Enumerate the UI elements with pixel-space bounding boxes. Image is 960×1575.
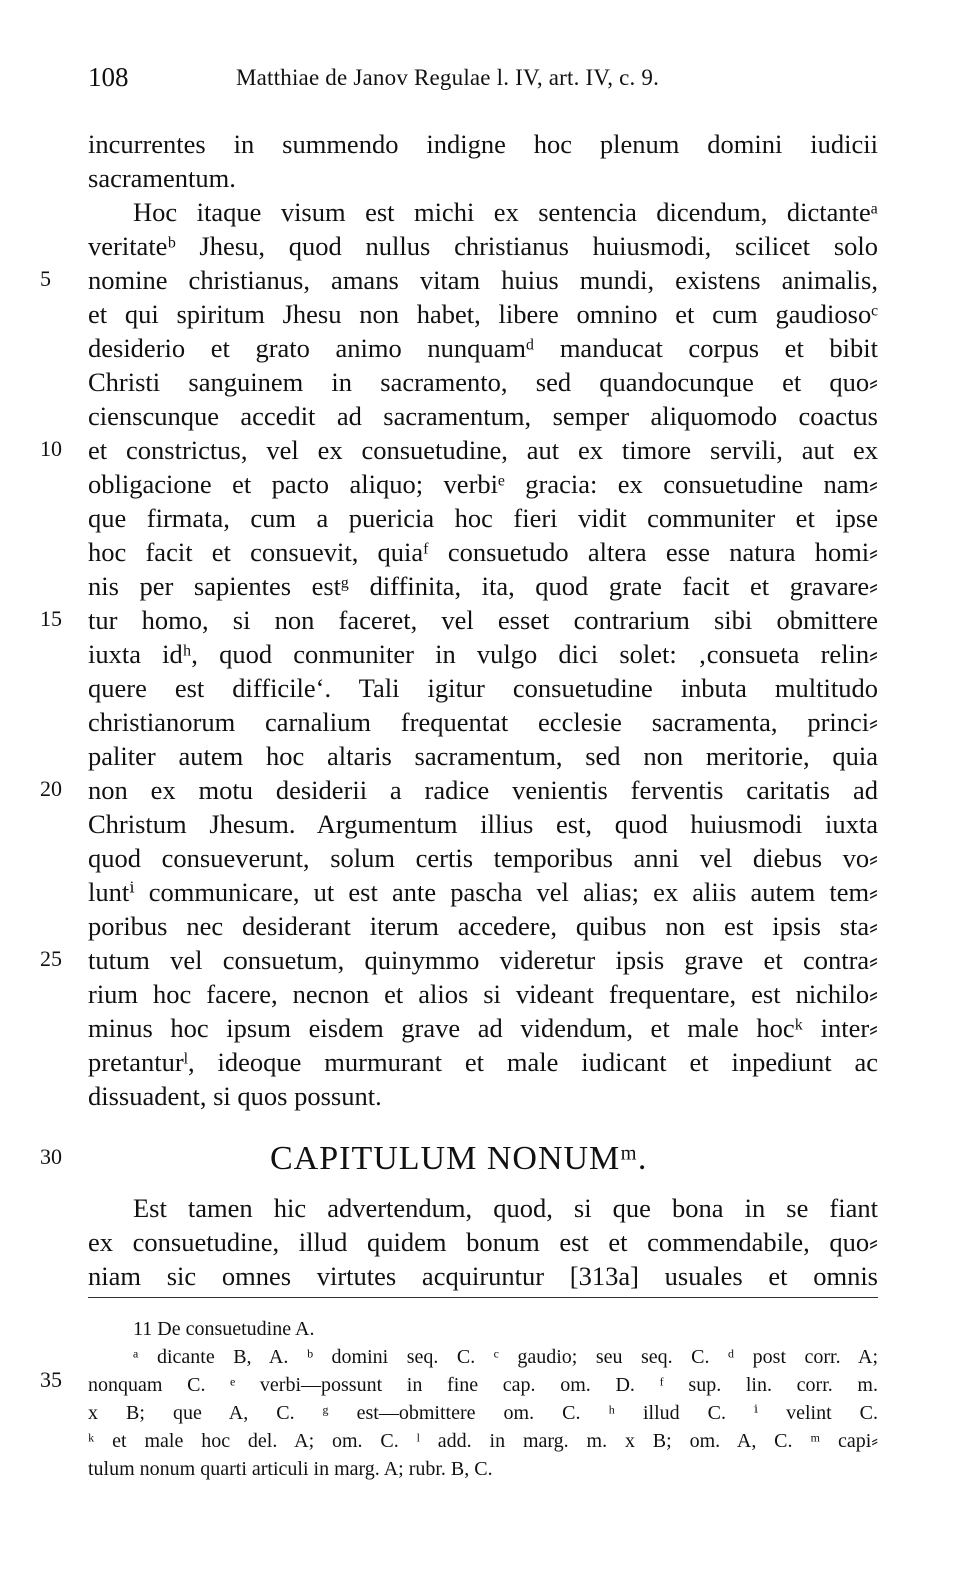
text-line: tur homo, si non faceret, vel esset contrarium sibi obmittere <box>88 605 878 635</box>
text-line: paliter autem hoc altaris sacramentum, sed non meritorie, quia <box>88 741 878 771</box>
text-line: et qui spiritum Jhesu non habet, libere omnino et cum gaudiosoᶜ <box>88 299 878 329</box>
running-title: Matthiae de Janov Regulae l. IV, art. IV, c. 9. <box>236 65 660 90</box>
page-number: 108 <box>88 62 129 92</box>
text-line: et constrictus, vel ex consuetudine, aut ex timore servili, aut ex <box>88 435 878 465</box>
text-line: veritateᵇ Jhesu, quod nullus christianus huiusmodi, scilicet solo <box>88 231 878 261</box>
text-line: obligacione et pacto aliquo; verbiᵉ gracia: ex consuetudine nam⸗ <box>88 469 878 499</box>
text-line: cienscunque accedit ad sacramentum, semper aliquomodo coactus <box>88 401 878 431</box>
text-line: pretanturˡ, ideoque murmurant et male iudicant et inpediunt ac <box>88 1047 878 1077</box>
text-line: quod consueverunt, solum certis temporibus anni vel diebus vo⸗ <box>88 843 878 873</box>
text-line: Hoc itaque visum est michi ex sentencia dicendum, dictanteᵃ <box>133 197 878 227</box>
text-line: ex consuetudine, illud quidem bonum est et commendabile, quo⸗ <box>88 1227 878 1257</box>
text-line: hoc facit et consuevit, quiaᶠ consuetudo altera esse natura homi⸗ <box>88 537 878 567</box>
text-line: minus hoc ipsum eisdem grave ad videndum, et male hocᵏ inter⸗ <box>88 1013 878 1043</box>
line-number: 5 <box>40 266 51 291</box>
text-line: rium hoc facere, necnon et alios si videant frequentare, est nichilo⸗ <box>88 979 878 1009</box>
line-number: 35 <box>40 1367 62 1392</box>
footnote-line: 11 De consuetudine A. <box>133 1318 315 1340</box>
text-line: dissuadent, si quos possunt. <box>88 1081 382 1111</box>
line-number: 10 <box>40 436 62 461</box>
text-line: desiderio et grato animo nunquamᵈ manducat corpus et bibit <box>88 333 878 363</box>
text-line: tutum vel consuetum, quinymmo videretur ipsis grave et contra⸗ <box>88 945 878 975</box>
line-number: 30 <box>40 1144 62 1169</box>
text-line: non ex motu desiderii a radice venientis ferventis caritatis ad <box>88 775 878 805</box>
text-line: iuxta idʰ, quod conmuniter in vulgo dici solet: ‚consueta relin⸗ <box>88 639 878 669</box>
text-line: Christum Jhesum. Argumentum illius est, quod huiusmodi iuxta <box>88 809 878 839</box>
text-line: poribus nec desiderant iterum accedere, quibus non est ipsis sta⸗ <box>88 911 878 941</box>
line-number: 20 <box>40 776 62 801</box>
footnote-line: tulum nonum quarti articuli in marg. A; rubr. B, C. <box>88 1458 493 1480</box>
footnote-line: ᵃ dicante B, A. ᵇ domini seq. C. ᶜ gaudio; seu seq. C. ᵈ post corr. A; <box>133 1346 878 1368</box>
text-line: nis per sapientes estᵍ diffinita, ita, quod grate facit et gravare⸗ <box>88 571 878 601</box>
chapter-heading: CAPITULUM NONUMᵐ. <box>270 1140 648 1177</box>
text-line: sacramentum. <box>88 163 236 193</box>
footnote-line: nonquam C. ᵉ verbi—possunt in fine cap. om. D. ᶠ sup. lin. corr. m. <box>88 1374 878 1396</box>
text-line: que firmata, cum a puericia hoc fieri vidit communiter et ipse <box>88 503 878 533</box>
line-number: 25 <box>40 946 62 971</box>
text-line: nomine christianus, amans vitam huius mundi, existens animalis, <box>88 265 878 295</box>
chapter-text <box>88 1191 878 1293</box>
text-line: niam sic omnes virtutes acquiruntur [313a] usuales et omnis <box>88 1261 878 1291</box>
text-line: christianorum carnalium frequentat ecclesie sacramenta, princi⸗ <box>88 707 878 737</box>
text-line: quere est difficile‘. Tali igitur consuetudine inbuta multitudo <box>88 673 878 703</box>
footnote-line: x B; que A, C. ᵍ est—obmittere om. C. ʰ illud C. ⁱ velint C. <box>88 1402 878 1424</box>
footnotes <box>88 1315 878 1483</box>
text-line: Est tamen hic advertendum, quod, si que bona in se fiant <box>133 1193 878 1223</box>
line-number: 15 <box>40 606 62 631</box>
page-header <box>88 62 888 98</box>
text-line: luntⁱ communicare, ut est ante pascha vel alias; ex aliis autem tem⸗ <box>88 877 878 907</box>
footnote-line: ᵏ et male hoc del. A; om. C. ˡ add. in marg. m. x B; om. A, C. ᵐ capi⸗ <box>88 1430 878 1452</box>
footnote-divider <box>88 1297 878 1298</box>
text-line: Christi sanguinem in sacramento, sed quandocunque et quo⸗ <box>88 367 878 397</box>
main-text <box>88 127 878 1113</box>
text-line: incurrentes in summendo indigne hoc plenum domini iudicii <box>88 129 878 159</box>
